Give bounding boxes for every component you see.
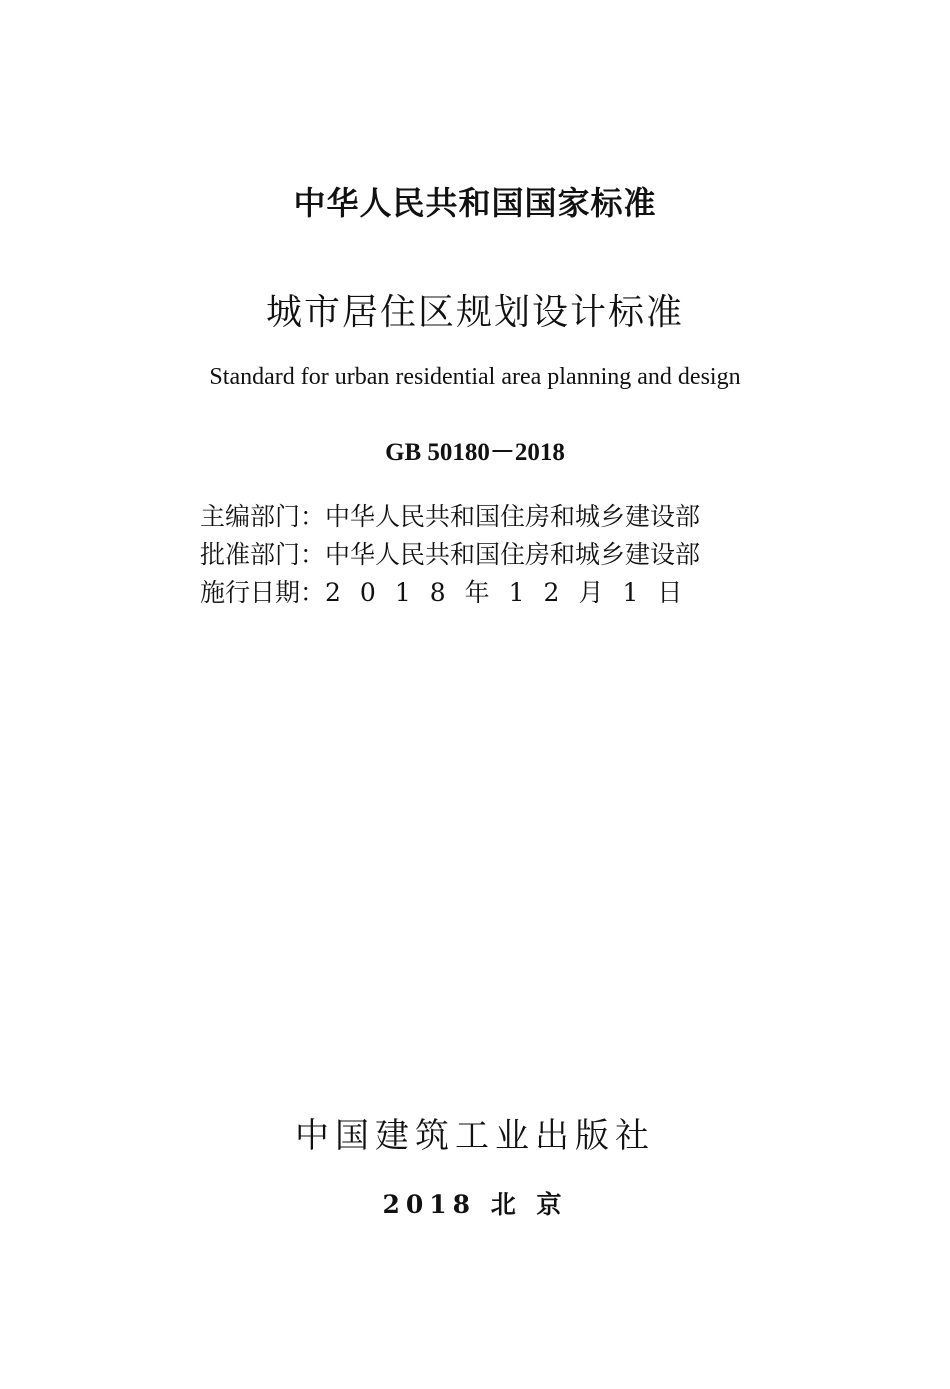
effective-date-row	[200, 574, 701, 612]
series-title: 中华人民共和国国家标准	[293, 184, 657, 222]
document-title-cn: 城市居住区规划设计标准	[265, 292, 684, 333]
effective-date-label: 施行日期：	[200, 578, 326, 607]
standard-code: GB 50180－2018	[385, 439, 565, 466]
editor-value: 中华人民共和国住房和城乡建设部	[325, 502, 701, 531]
approver-value: 中华人民共和国住房和城乡建设部	[325, 540, 701, 569]
publication-year-place: 2018 北 京	[382, 1190, 568, 1219]
approver-label: 批准部门：	[200, 540, 326, 569]
approver-row	[200, 536, 701, 574]
editor-row	[200, 498, 701, 536]
publisher-name: 中国建筑工业出版社	[295, 1116, 655, 1156]
effective-date-value: 2018年12月1日	[325, 578, 702, 607]
metadata-block	[200, 498, 701, 612]
editor-label: 主编部门：	[200, 502, 326, 531]
document-title-en: Standard for urban residential area planning and design	[209, 364, 741, 390]
